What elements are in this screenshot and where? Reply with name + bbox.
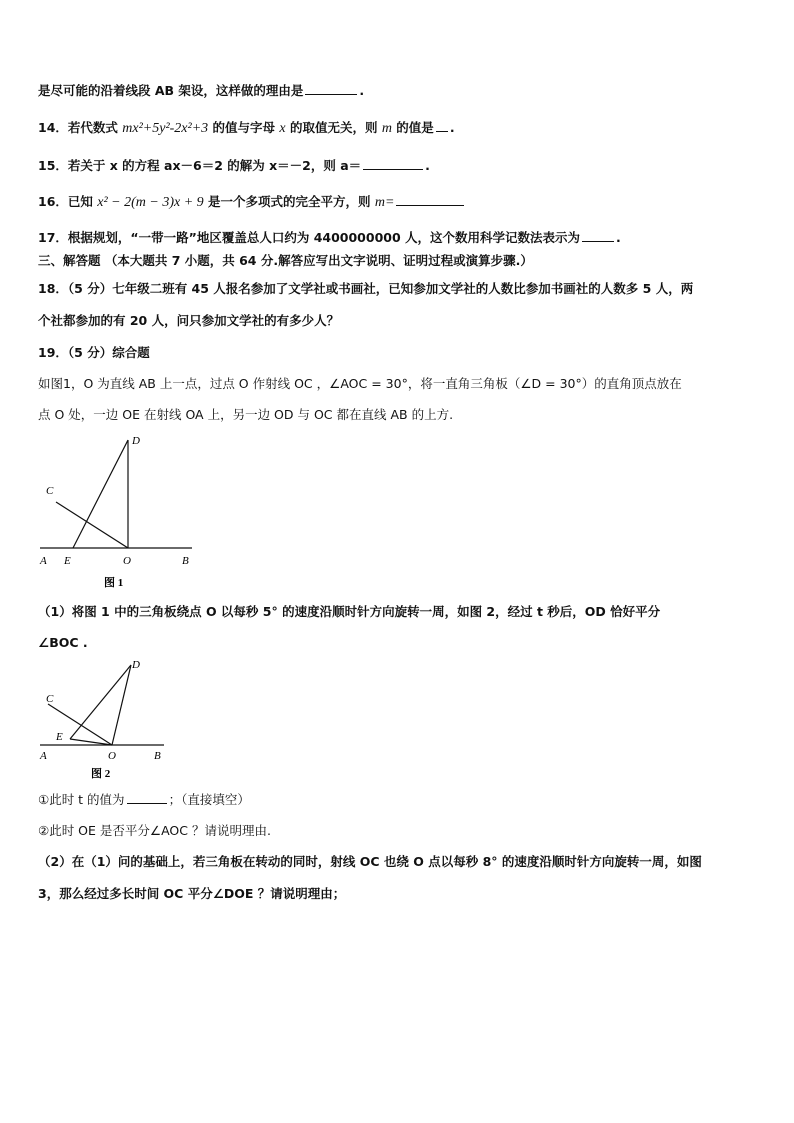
segment-de [73, 440, 128, 548]
label-e: E [64, 555, 71, 567]
answer-blank [305, 82, 357, 95]
question-19-title: 19．（5 分）综合题 [38, 345, 150, 360]
label-d: D [132, 659, 140, 671]
answer-blank [127, 791, 167, 804]
math-expression: x² − 2(m − 3)x + 9 [97, 195, 204, 210]
question-15: 15．若关于 x 的方程 ax－6＝2 的解为 x＝－2，则 a＝ . [38, 158, 430, 173]
segment-eo [70, 739, 112, 745]
figure-2-caption: 图 2 [91, 768, 111, 780]
label-o: O [123, 555, 131, 567]
question-19-part1-line1: （1）将图 1 中的三角板绕点 O 以每秒 5° 的速度沿顺时针方向旋转一周，如图 2，经过 t 秒后，OD 恰好平分 [38, 604, 661, 619]
figure-2 [36, 656, 176, 782]
question-18-line1: 18．（5 分）七年级二班有 45 人报名参加了文学社或书画社，已知参加文学社的人数比参加书画社的人数多 5 人，两 [38, 281, 694, 296]
label-b: B [154, 750, 161, 762]
answer-blank [436, 119, 448, 132]
label-a: A [40, 555, 47, 567]
math-expression: mx²+5y²-2x²+3 [122, 121, 209, 136]
label-o: O [108, 750, 116, 762]
question-14: 14．若代数式 mx²+5y²-2x²+3 的值与字母 x 的取值无关，则 m 的值是 . [38, 120, 455, 136]
label-c: C [46, 693, 54, 705]
answer-blank [582, 229, 614, 242]
answer-blank [363, 157, 423, 170]
question-18-line2: 个社都参加的有 20 人，问只参加文学社的有多少人？ [38, 313, 340, 328]
question-19-sub1: ①此时 t 的值为 ；（直接填空） [38, 792, 250, 807]
question-19-part2-line2: 3，那么经过多长时间 OC 平分∠DOE ？请说明理由； [38, 886, 346, 901]
question-17: 17．根据规划，“一带一路”地区覆盖总人口约为 4400000000 人，这个数用科学记数法表示为 . [38, 230, 621, 245]
label-a: A [40, 750, 47, 762]
figure-1-caption: 图 1 [104, 577, 124, 589]
section-heading: 三、解答题 （本大题共 7 小题，共 64 分.解答应写出文字说明、证明过程或演算步骤.） [38, 253, 533, 268]
label-d: D [132, 435, 140, 447]
question-16: 16．已知 x² − 2(m − 3)x + 9 是一个多项式的完全平方，则 m= [38, 193, 466, 212]
figure-1 [36, 430, 206, 594]
label-e: E [56, 731, 63, 743]
label-c: C [46, 485, 54, 497]
question-19-sub2: ②此时 OE 是否平分∠AOC ？请说明理由. [38, 823, 271, 838]
carryover-text: 是尽可能的沿着线段 AB 架设，这样做的理由是 . [38, 83, 365, 98]
answer-blank [396, 193, 464, 206]
question-19-intro1: 如图1，O 为直线 AB 上一点，过点 O 作射线 OC ，∠AOC = 30°，将一直角三角板（∠D = 30°）的直角顶点放在 [38, 376, 682, 391]
ray-oc [56, 502, 128, 548]
question-19-part2-line1: （2）在（1）问的基础上，若三角板在转动的同时，射线 OC 也绕 O 点以每秒 8° 的速度沿顺时针方向旋转一周，如图 [38, 854, 702, 869]
question-19-intro2: 点 O 处，一边 OE 在射线 OA 上，另一边 OD 与 OC 都在直线 AB 的上方. [38, 407, 454, 422]
label-b: B [182, 555, 189, 567]
question-19-part1-line2: ∠BOC . [38, 635, 88, 650]
